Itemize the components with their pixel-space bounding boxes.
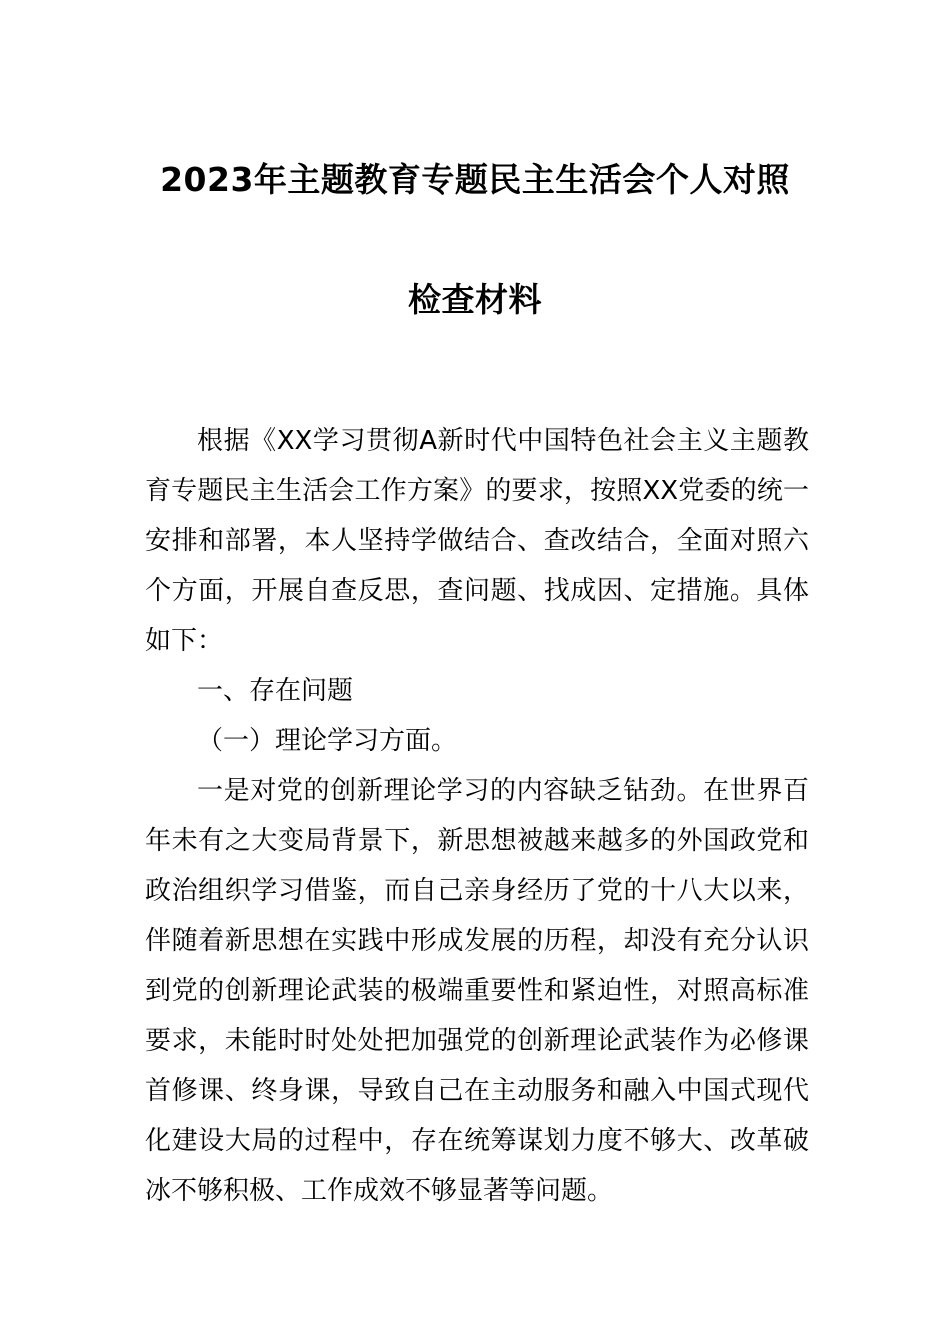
paragraph-1: 一是对党的创新理论学习的内容缺乏钻劲。在世界百年未有之大变局背景下，新思想被越来越多的外国政党和政治组织学习借鉴，而自己亲身经历了党的十八大以来，伴随着新思想在实践中形成发展的历程，却没有充分认识到党的创新理论武装的极端重要性和紧迫性，对照高标准要求，未能时时处处把加强党的创新理论武装作为必修课首修课、终身课，导致自己在主动服务和融入中国式现代化建设大局的过程中，存在统筹谋划力度不够大、改革破冰不够积极、工作成效不够显著等问题。 (145, 776, 809, 1206)
paragraph-1-block (145, 766, 809, 1216)
document-title-line-2: 检查材料 (408, 280, 542, 319)
intro-paragraph: 根据《XX学习贯彻A新时代中国特色社会主义主题教育专题民主生活会工作方案》的要求，按照XX党委的统一安排和部署，本人坚持学做结合、查改结合，全面对照六个方面，开展自查反思，查问题、找成因、定措施。具体如下： (145, 426, 809, 656)
section-heading-block (145, 666, 809, 716)
document-title-line-1: 2023年主题教育专题民主生活会个人对照 (160, 160, 790, 199)
intro-block (145, 416, 809, 666)
subsection-heading-block (145, 716, 809, 766)
subsection-heading: （一）理论学习方面。 (197, 726, 458, 756)
section-heading: 一、存在问题 (197, 676, 354, 706)
